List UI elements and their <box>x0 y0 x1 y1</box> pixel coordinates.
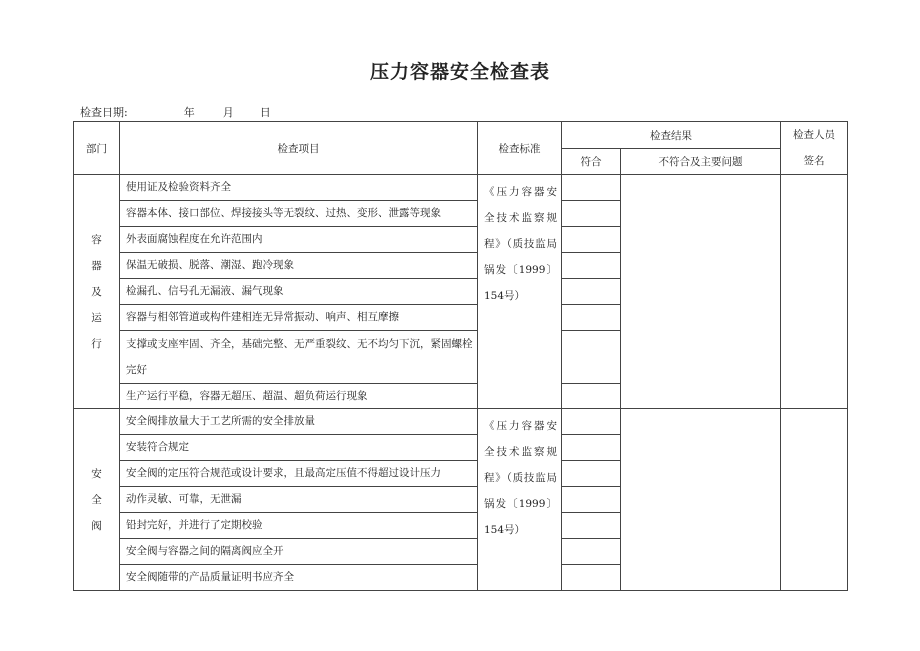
conform-cell[interactable] <box>562 175 621 201</box>
date-month: 月 <box>222 106 234 119</box>
date-label: 检查日期: <box>80 106 128 119</box>
conform-cell[interactable] <box>562 565 621 591</box>
check-item: 容器本体、接口部位、焊接接头等无裂纹、过热、变形、泄露等现象 <box>120 201 478 227</box>
check-item: 动作灵敏、可靠，无泄漏 <box>120 487 478 513</box>
conform-cell[interactable] <box>562 487 621 513</box>
conform-cell[interactable] <box>562 461 621 487</box>
check-item: 保温无破损、脱落、潮湿、跑冷现象 <box>120 253 478 279</box>
check-item: 生产运行平稳，容器无超压、超温、超负荷运行现象 <box>120 384 478 409</box>
dept-char: 行 <box>91 337 102 350</box>
conform-cell[interactable] <box>562 539 621 565</box>
date-year: 年 <box>183 106 195 119</box>
check-item: 外表面腐蚀程度在允许范围内 <box>120 227 478 253</box>
header-item: 检查项目 <box>120 122 478 175</box>
nonconform-cell[interactable] <box>621 175 781 409</box>
dept-char: 器 <box>91 259 102 272</box>
header-result: 检查结果 <box>562 122 781 149</box>
conform-cell[interactable] <box>562 305 621 331</box>
dept-char: 容 <box>91 233 102 246</box>
nonconform-cell[interactable] <box>621 409 781 591</box>
conform-cell[interactable] <box>562 201 621 227</box>
inspection-table <box>73 121 848 591</box>
standard-text: 《压力容器安全技术监察规程》（质技监局锅发〔1999〕154号） <box>478 175 562 409</box>
dept-char: 安 <box>91 467 102 480</box>
inspection-date-line <box>80 104 271 120</box>
conform-cell[interactable] <box>562 227 621 253</box>
check-item: 安全阀的定压符合规范或设计要求，且最高定压值不得超过设计压力 <box>120 461 478 487</box>
conform-cell[interactable] <box>562 435 621 461</box>
conform-cell[interactable] <box>562 513 621 539</box>
conform-cell[interactable] <box>562 253 621 279</box>
standard-text: 《压力容器安全技术监察规程》（质技监局锅发〔1999〕154号） <box>478 409 562 591</box>
date-day: 日 <box>259 106 271 119</box>
header-standard: 检查标准 <box>478 122 562 175</box>
dept-char: 阀 <box>91 519 102 532</box>
dept-char: 全 <box>91 493 102 506</box>
dept-char: 及 <box>91 285 102 298</box>
check-item: 安全阀随带的产品质量证明书应齐全 <box>120 565 478 591</box>
check-item: 使用证及检验资料齐全 <box>120 175 478 201</box>
header-nonconform: 不符合及主要问题 <box>621 149 781 175</box>
conform-cell[interactable] <box>562 409 621 435</box>
page-title: 压力容器安全检查表 <box>369 61 550 83</box>
check-item: 铅封完好，并进行了定期校验 <box>120 513 478 539</box>
check-item: 容器与相邻管道或构件建相连无异常振动、响声、相互摩擦 <box>120 305 478 331</box>
check-item: 安全阀与容器之间的隔离阀应全开 <box>120 539 478 565</box>
header-conform: 符合 <box>562 149 621 175</box>
conform-cell[interactable] <box>562 279 621 305</box>
dept-safety-valve <box>74 409 120 591</box>
conform-cell[interactable] <box>562 384 621 409</box>
header-dept: 部门 <box>74 122 120 175</box>
dept-vessel <box>74 175 120 409</box>
check-item: 检漏孔、信号孔无漏液、漏气现象 <box>120 279 478 305</box>
check-item: 安全阀排放量大于工艺所需的安全排放量 <box>120 409 478 435</box>
signer-cell[interactable] <box>781 409 848 591</box>
check-item: 安装符合规定 <box>120 435 478 461</box>
check-item: 支撑或支座牢固、齐全，基础完整、无严重裂纹、无不均匀下沉，紧固螺栓完好 <box>120 331 478 384</box>
signer-cell[interactable] <box>781 175 848 409</box>
dept-char: 运 <box>91 311 102 324</box>
header-signer: 检查人员签名 <box>781 122 848 175</box>
conform-cell[interactable] <box>562 331 621 384</box>
